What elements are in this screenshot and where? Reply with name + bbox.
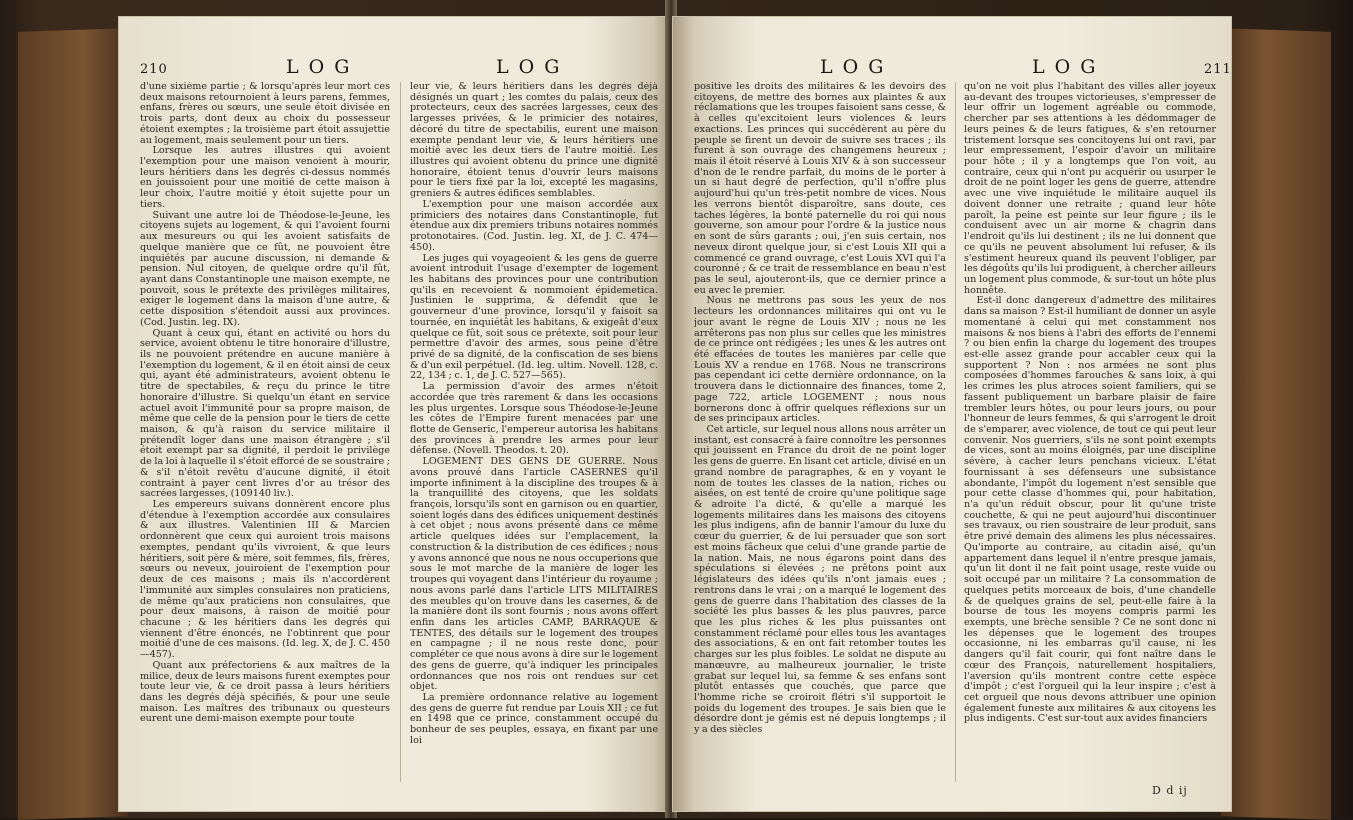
right-page-number: 211 xyxy=(1204,62,1232,77)
right-col1-paragraph: Nous ne mettrons pas sous les yeux de nos lecteurs les ordonnances militaires qui ont vu le jour avant le règne de Louis XIV ; nous ne les arrêterons pas non plus sur celles que les ministres de ce prince ont rédigées ; les unes & les autres ont été effacées de toutes les manières par celle que Louis XV a rendue en 1768. Nous ne transcrirons pas cependant ici cette dernière ordonnance, on la trouvera dans le dictionnaire des finances, tome 2, page 722, article LOGEMENT ; nous nous bornerons donc à offrir quelques réflexions sur un de ses principaux articles. xyxy=(694,295,946,425)
printer-signature-mark: D d ij xyxy=(1152,784,1188,797)
left-page xyxy=(118,16,670,812)
left-running-head-left: L O G xyxy=(286,56,352,78)
left-col1-paragraph: Lorsque les autres illustres qui avoient l'exemption pour une maison venoient à mourir, leurs héritiers dans les degrés ci-dessus nommés en jouissoient pour une moitié de cette maison à leur choix, l'autre moitié y étoit sujette pour un tiers. xyxy=(140,145,390,210)
left-col1-paragraph: Suivant une autre loi de Théodose-le-Jeune, les citoyens sujets au logement, & qui l'avoient fourni aux mesureurs ou qui les avoient satisfaits de quelque manière que ce fût, ne pouvoient être inquiétés par aucune discussion, ni demande & pension. Nul citoyen, de quelque ordre qu'il fût, ayant dans Constantinople une maison exempte, ne pouvoit, sous le prétexte des privilèges militaires, exiger le logement dans la maison d'une autre, & cette disposition s'étendoit aussi aux provinces. (Cod. Justin. leg. IX). xyxy=(140,209,390,328)
left-col2-paragraph: Les juges qui voyageoient & les gens de guerre avoient introduit l'usage d'exempter de logement les habitans des provinces pour une contribution qu'ils en recevoient & nommoient épidemetica. Justinien le supprima, & défendit que le gouverneur d'une province, lorsqu'il y faisoit sa tournée, en inquiétât les habitans, & exigeât d'eux quelque ce fût, soit sous ce prétexte, soit pour leur permettre d'avoir des armes, sous peine d'être privé de sa dignité, de la confiscation de ses biens & d'un exil perpétuel. (Id. leg. ultim. Novell. 128, c. 22, 134 ; c. 1, de J. C. 527—565). xyxy=(410,252,658,382)
book-cover-right xyxy=(1221,28,1331,820)
right-col2-paragraph: Est-il donc dangereux d'admettre des militaires dans sa maison ? Est-il humiliant de donner un asyle momentané à celui qui met constamment nos maisons & nos biens à l'abri des efforts de l'ennemi ? ou bien enfin la charge du logement des troupes est-elle assez grande pour accabler ceux qui la supportent ? Non : nos armées ne sont plus composées d'hommes farouches & sans loix, à qui les crimes les plus atroces soient familiers, qui se fassent publiquement un barbare plaisir de faire trembler leurs hôtes, ou pour leurs jours, ou pour l'honneur de leurs femmes, & qui s'arrogent le droit de s'emparer, avec violence, de tout ce qui peut leur convenir. Nos guerriers, s'ils ne sont point exempts de vices, sont au moins éloignés, par une discipline sévère, à cacher leurs penchans vicieux. L'état fournissant à ses défenseurs une subsistance abondante, l'impôt du logement n'est sensible que pour cette classe d'hommes qui, pour habitation, n'a qu'un réduit obscur, pour lit qu'une triste couchette, & qui ne peut aujourd'hui discontinuer ses travaux, ou rien soustraire de leur produit, sans être privé demain des alimens les plus nécessaires. Qu'importe au contraire, au citadin aisé, qu'un appartement dans lequel il n'entre presque jamais, qu'un lit dont il ne fait point usage, reste vuide ou soit occupé par un militaire ? La consommation de quelques petits morceaux de bois, d'une chandelle & de quelques grains de sel, peut-elle faire à la bourse de tous les moyens compris parmi les exempts, une brèche sensible ? Ce ne sont donc ni les dépenses que le logement des troupes occasionne, ni les embarras qu'il cause, ni les dangers qu'il fait courir, qui font naître dans le cœur des François, naturellement hospitaliers, l'aversion qu'ils montrent contre cette espèce d'impôt ; c'est l'orgueil qui la leur inspire ; c'est à cet orgueil que nous devons attribuer une opinion également funeste aux militaires & aux citoyens les plus indigents. C'est sur-tout aux avides financiers xyxy=(964,295,1216,725)
right-col1-paragraph: Cet article, sur lequel nous allons nous arrêter un instant, est consacré à faire connoître les personnes qui jouissent en France du droit de ne point loger les gens de guerre. En lisant cet article, divisé en un grand nombre de paragraphes, & en y voyant le nom de toutes les classes de la nation, riches ou aisées, on est tenté de croire qu'une politique sage & adroite l'a dicté, & qu'elle a marqué les logements militaires dans les maisons des citoyens les plus indigens, afin de bannir l'amour du luxe du cœur du guerrier, & de lui persuader que son sort est moins fâcheux que celui d'une grande partie de la nation. Mais, ne nous égarons point dans des spéculations si élevées ; ne prêtons point aux législateurs des idées qu'ils n'ont jamais eues ; rentrons dans le vrai ; on a marqué le logement des gens de guerre dans l'habitation des classes de la société les plus basses & les plus pauvres, parce que les plus riches & les plus puissantes ont constamment réclamé pour elles tous les avantages des associations, & en ont fait retomber toutes les charges sur les plus foibles. Le soldat ne dispute au manœuvre, au malheureux journalier, le triste grabat sur lequel lui, sa femme & ses enfans sont plutôt entassés que couchés, que parce que l'homme riche se croiroit flétri s'il supportoit le poids du logement des troupes. Je sais bien que le désordre dont je gémis est né depuis longtemps ; il y a des siècles xyxy=(694,424,946,736)
left-col1-paragraph: d'une sixième partie ; & lorsqu'après leur mort ces deux maisons retournoient à leurs parens, femmes, enfans, frères ou sœurs, une seule étoit divisée en trois parts, dont deux au choix du possesseur étoient exemptes ; la troisième part étoit assujettie au logement, mais seulement pour un tiers. xyxy=(140,82,390,146)
left-col2-paragraph: La première ordonnance relative au logement des gens de guerre fut rendue par Louis XII ; ce fut en 1498 que ce prince, constamment occupé du bonheur de ses peuples, essaya, en fixant par une loi xyxy=(410,691,658,746)
left-page-column-2 xyxy=(410,82,658,782)
left-col1-paragraph: Quant aux préfectoriens & aux maîtres de la milice, deux de leurs maisons furent exemptes pour toute leur vie, & ce droit passa à leurs héritiers dans les degrés déjà spécifiés, & pour une seule maison. Les maîtres des tribunaux ou questeurs eurent une demi-maison exempte pour toute xyxy=(140,659,390,725)
left-column-divider xyxy=(400,82,401,782)
left-col2-paragraph: L'exemption pour une maison accordée aux primiciers des notaires dans Constantinople, fut étendue aux dix premiers tribuns notaires nommés protonotaires. (Cod. Justin. leg. XI, de J. C. 474—450). xyxy=(410,198,658,253)
left-col2-paragraph: LOGEMENT DES GENS DE GUERRE. Nous avons prouvé dans l'article CASERNES qu'il importe infiniment à la discipline des troupes & à la tranquillité des citoyens, que les soldats françois, lorsqu'ils sont en garnison ou en quartier, soient logés dans des édifices uniquement destinés à cet objet ; nous avons présenté dans ce même article quelques idées sur l'emplacement, la construction & la distribution de ces édifices ; nous y avons annoncé que nous ne nous occuperions que sous le mot marche de la manière de loger les troupes qui voyagent dans l'intérieur du royaume ; nous avons parlé dans l'article LITS MILITAIRES des meubles qu'on trouve dans les casernes, & de la manière dont ils sont fournis ; nous avons offert enfin dans les articles CAMP, BARRAQUE & TENTES, des détails sur le logement des troupes en campagne ; il ne nous reste donc, pour compléter ce que nous avons à dire sur le logement des gens de guerre, qu'à indiquer les principales ordonnances que nos rois ont rendues sur cet objet. xyxy=(410,456,658,693)
right-col1-paragraph: positive les droits des militaires & les devoirs des citoyens, de mettre des bornes aux plaintes & aux réclamations que les troupes faisoient sans cesse, & à celles qu'excitoient leurs violences & leurs exactions. Les princes qui succédèrent au père du peuple se firent un devoir de suivre ses traces ; ils furent à son ouvrage des changemens heureux ; mais il étoit réservé à Louis XIV & à son successeur d'non de le rendre parfait, du moins de le porter à un si haut degré de perfection, qu'il n'offre plus aujourd'hui qu'un très-petit nombre de vices. Nous les verrons bientôt disparoître, sans doute, ces taches légères, la bonté paternelle du roi qui nous gouverne, son amour pour l'ordre & la justice nous en sont de sûrs garants ; oui, j'en suis certain, nos neveux diront quelque jour, si c'est Louis XII qui a commencé ce grand ouvrage, c'est Louis XVI qui l'a couronné ; & ce trait de ressemblance en beau n'est pas le seul, ajouteront-ils, que ce dernier prince a eu avec le premier. xyxy=(694,82,946,296)
left-running-head-right: L O G xyxy=(496,56,562,78)
left-col2-paragraph: La permission d'avoir des armes n'étoit accordée que très rarement & dans les occasions les plus urgentes. Lorsque sous Théodose-le-Jeune les côtes de l'Empire furent menacées par une flotte de Genseric, l'empereur autorisa les habitans des provinces à prendre les armes pour leur défense. (Novell. Theodos. t. 20). xyxy=(410,381,658,457)
left-page-number: 210 xyxy=(140,62,168,77)
left-col1-paragraph: Les empereurs suivans donnèrent encore plus d'étendue à l'exemption accordée aux consulaires & aux illustres. Valentinien III & Marcien ordonnèrent que ceux qui auroient trois maisons exemptes, pendant qu'ils vivroient, & que leurs héritiers, soit père & mère, soit femmes, fils, frères, sœurs ou neveux, jouiroient de l'exemption pour deux de ces maisons ; mais ils n'accordèrent l'immunité aux simples consulaires non praticiens, de même qu'aux praticiens non consulaires, que pour deux maisons, à raison de moitié pour chacune ; & les héritiers dans les degrés qui viennent d'être énoncés, ne l'obtinrent que pour moitié d'une de ces maisons. (Id. leg. X, de J. C. 450—457). xyxy=(140,499,390,661)
right-page-column-2 xyxy=(964,82,1216,782)
right-col2-paragraph: qu'on ne voit plus l'habitant des villes aller joyeux au-devant des troupes victorieuses, s'empresser de leur offrir un logement agréable ou commode, chercher par ses attentions à les dédommager de leurs peines & de leurs fatigues, & s'en retourner tristement lorsque ses concitoyens lui ont ravi, par leur empressement, l'espoir d'avoir un militaire pour hôte ; il y a longtemps que l'on voit, au contraire, ceux qui n'ont pu acquérir ou usurper le droit de ne point loger les gens de guerre, attendre avec une vive inquiétude le militaire auquel ils doivent donner une retraite ; quand leur hôte paroît, la peine est peinte sur leur figure ; ils le conduisent avec un air morne & chagrin dans l'endroit qu'ils lui destinent ; ils ne lui donnent que ce qu'ils ne peuvent absolument lui refuser, & ils s'estiment heureux quand ils peuvent l'obliger, par les dégoûts qu'ils lui prodiguent, à chercher ailleurs un logement plus commode, & sur-tout un hôte plus honnête. xyxy=(964,82,1216,296)
right-column-divider xyxy=(955,82,956,782)
right-running-head-left: L O G xyxy=(820,56,886,78)
right-running-head-right: L O G xyxy=(1032,56,1098,78)
right-page-column-1 xyxy=(694,82,946,782)
book-cover-left xyxy=(18,28,128,820)
left-page-column-1 xyxy=(140,82,390,782)
left-col1-paragraph: Quant à ceux qui, étant en activité ou hors du service, avoient obtenu le titre honoraire d'illustre, ils ne pouvoient prétendre en aucune manière à l'exemption du logement, & il en étoit ainsi de ceux qui, ayant été administrateurs, avoient obtenu le titre de spectabiles, & reçu du prince le titre honoraire d'illustre. Si quelqu'un étant en service actuel avoit l'immunité pour sa propre maison, de même que celle de la pension pour le tiers de cette maison, & qu'à raison du service militaire il prétendît loger dans une maison étrangère ; s'il étoit exempt par sa dignité, il perdoit le privilège de la loi à laquelle il s'étoit efforcé de se soustraire ; & s'il n'étoit revêtu d'aucune dignité, il étoit contraint à payer cent livres d'or au trésor des sacrées largesses, (109140 liv.). xyxy=(140,327,390,500)
left-col2-paragraph: leur vie, & leurs héritiers dans les degrés déjà désignés un quart ; les comtes du palais, ceux des protecteurs, ceux des sacrées largesses, ceux des largesses privées, & le primicier des notaires, décoré du titre de spectabilis, eurent une maison exempte pendant leur vie, & leurs héritiers une moitié avec les deux tiers de l'autre moitié. Les illustres qui avoient obtenu du prince une dignité honoraire, étoient tenus d'ouvrir leurs maisons pour le tiers fixé par la loi, excepté les magasins, greniers & autres édifices semblables. xyxy=(410,82,658,200)
right-page xyxy=(672,16,1232,812)
